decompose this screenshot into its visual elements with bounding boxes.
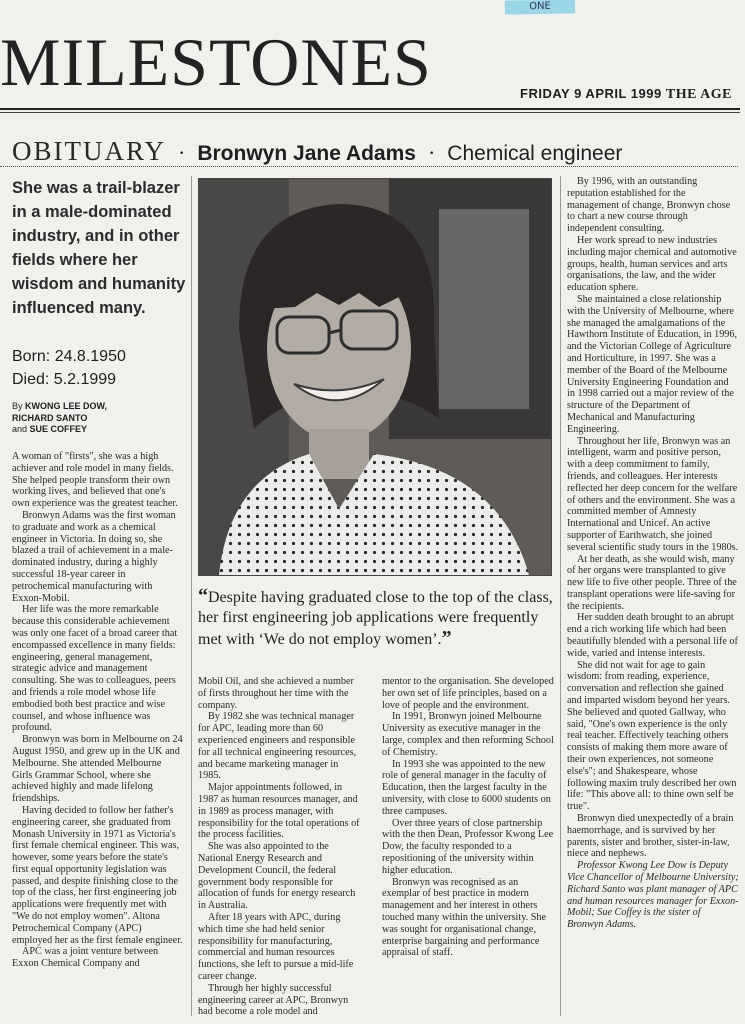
- paragraph: Her life was the more remarkable because this considerable achievement was only one facet of a broad career that encompassed excellence in many fields: engineering, general management, strategic advice and management consulting. She was to colleagues, peers and friends a role model whose life embodied both best practice and wise counsel, and whose influence was profound.: [12, 604, 178, 734]
- paragraph: Bronwyn Adams was the first woman to graduate and work as a chemical engineer in Victoria. In doing so, she blazed a trail of achievement in a male-dominated industry, during a highly successful 18-year career in petrochemical manufacturing with Exxon-Mobil.: [12, 509, 176, 604]
- paragraph: Through her highly successful engineering career at APC, Bronwyn had become a role model and: [198, 982, 349, 1018]
- paragraph: In 1991, Bronwyn joined Melbourne University as executive manager in the large, complex and then reforming School of Chemistry.: [382, 711, 554, 758]
- article-column-4: [567, 176, 739, 931]
- byline: [12, 401, 192, 436]
- byline-author: RICHARD SANTO: [12, 412, 88, 423]
- life-dates: [12, 345, 126, 391]
- author-credits: Professor Kwong Lee Dow is Deputy Vice Chancellor of Melbourne University; Richard Santo was plant manager of APC and human resources manager for Exxon-Mobil; Sue Coffey is the sister of Bronwyn Adams.: [567, 860, 739, 931]
- paragraph: She maintained a close relationship with the University of Melbourne, where she managed the amalgamations of the Hawthorn Institute of Education, in 1996, and the Victorian College of Agriculture and Horticulture, in 1997. She was a member of the Board of the Melbourne University Engineering Foundation and in 1998 carried out a major review of the structure of the Department of Mechanical and Manufacturing Engineering.: [567, 293, 738, 435]
- heading-separator: ·: [427, 140, 436, 165]
- byline-author: KWONG LEE DOW,: [25, 401, 108, 411]
- article-column-3: [382, 676, 554, 959]
- paragraph: APC was a joint venture between Exxon Chemical Company and: [12, 946, 159, 970]
- paragraph: Throughout her life, Bronwyn was an intelligent, warm and positive person, with a deep commitment to family, friends, and colleagues. Her interests reflected her deep concern for the welfare of others and the environment. She was a committed member of Amnesty International and Unicef. An active supporter of Earthwatch, she joined several scientific study tours in the 1980s.: [567, 435, 739, 553]
- handwritten-tab: ONE: [505, 0, 575, 15]
- byline-author: SUE COFFEY: [29, 424, 88, 434]
- paragraph: Bronwyn was born in Melbourne on 24 August 1950, and grew up in the UK and Melbourne. She attended Melbourne Girls Grammar School, where she achieved highly and made lifelong friendships.: [12, 734, 183, 805]
- paragraph: In 1993 she was appointed to the new role of general manager in the faculty of Education, then the largest faculty in the university, with close to 6000 students on three campuses.: [382, 758, 551, 817]
- portrait-photo-icon: [199, 179, 551, 575]
- paragraph: Mobil Oil, and she achieved a number of firsts throughout her time with the company.: [198, 676, 354, 711]
- paper-name: THE AGE: [665, 87, 732, 102]
- column-divider: [560, 176, 561, 1016]
- paragraph: She did not wait for age to gain wisdom: from reading, experience, conversation and reflection she gained and imparted wisdom beyond her years. She believed and quoted Gallway, who said, "One's own experience is the only real teacher. Effectively teaching others consists of making them more aware of their own experiences, not someone else's"; and Shakespeare, whose following maxim truly described her own life: "This above all: to thine own self be true".: [567, 659, 737, 813]
- heading-rule: [0, 166, 738, 167]
- close-quote: ”: [441, 627, 452, 649]
- column-divider: [191, 176, 192, 1016]
- paragraph: A woman of "firsts", she was a high achiever and role model in many fields. She helped people transform their own working lives, and believed that one's own experience was the greatest teacher.: [12, 451, 178, 510]
- pull-quote: [198, 586, 558, 650]
- portrait-photo: [198, 178, 552, 576]
- section-label: OBITUARY: [12, 136, 167, 166]
- paragraph: mentor to the organisation. She developed her own set of life principles, based on a love of people and the environment.: [382, 676, 554, 711]
- died-date: Died: 5.2.1999: [12, 371, 117, 388]
- born-date: Born: 24.8.1950: [12, 348, 126, 365]
- issue-date: FRIDAY 9 APRIL 1999: [520, 86, 662, 101]
- paragraph: She was also appointed to the National Energy Research and Development Council, the federal government body responsible for allocation of funds for energy research in Australia.: [198, 841, 356, 912]
- heading-separator: ·: [178, 140, 186, 165]
- open-quote: “: [198, 585, 208, 607]
- masthead-rule: [0, 108, 740, 110]
- paragraph: At her death, as she would wish, many of her organs were transplanted to give new life to five other people. Three of the transplant operations were life-saving for the recipients.: [567, 553, 737, 612]
- paragraph: Bronwyn was recognised as an exemplar of best practice in modern management and her interest in others touched many within the university. She was sought for organisational change, enterprise bargaining and performance appraisal of staff.: [382, 876, 547, 959]
- byline-by: By: [12, 401, 23, 411]
- paragraph: After 18 years with APC, during which time she had held senior responsibility for manufacturing, commercial and human resources functions, she left to pursue a mid-life career change.: [198, 911, 354, 982]
- byline-and: and: [12, 424, 28, 434]
- paragraph: Her sudden death brought to an abrupt end a rich working life which had been beautifully blended with a personal life of wide, varied and intense interests.: [567, 612, 738, 659]
- obituary-heading: [12, 136, 622, 167]
- paragraph: By 1996, with an outstanding reputation established for the management of change, Bronwyn chose to chart a new course through independent consulting.: [567, 176, 731, 235]
- paragraph: Over three years of close partnership with the then Dean, Professor Kwong Lee Dow, the faculty responded to a repositioning of the university within higher education.: [382, 817, 554, 876]
- article-column-1: [12, 451, 184, 970]
- article-column-2: [198, 676, 363, 1018]
- lead-paragraph: She was a trail-blazer in a male-dominated industry, and in other fields where her wisdom and humanity influenced many.: [12, 179, 186, 317]
- paragraph: Major appointments followed, in 1987 as human resources manager, and in 1989 as process manager, with responsibility for the total operations of the process facilities.: [198, 782, 360, 841]
- paragraph: By 1982 she was technical manager for APC, leading more than 60 experienced engineers and responsible for all technical engineering resources, and became marketing manager in 1985.: [198, 711, 357, 782]
- paragraph: Having decided to follow her father's engineering career, she graduated from Monash University in 1971 as Victoria's first female chemical engineer. This was, however, some years before the state's first equal opportunity legislation was passed, and despite finishing close to the top of the class, her first engineering job applications were frequently met with "We do not employ women". Altona Petrochemical Company (APC) employed her as the first female engineer.: [12, 804, 183, 946]
- masthead: MILESTONES: [0, 24, 432, 100]
- paragraph: Bronwyn died unexpectedly of a brain haemorrhage, and is survived by her parents, sister and brother, sister-in-law, niece and nephews.: [567, 813, 734, 860]
- paragraph: Her work spread to new industries including major chemical and automotive groups, health, human services and arts organisations, the law, and the wider education sphere.: [567, 234, 737, 294]
- masthead-rule-thin: [0, 112, 740, 113]
- pull-quote-text: Despite having graduated close to the top of the class, her first engineering job applications were frequently met with ‘We do not employ women’.: [198, 589, 553, 648]
- subject-name: Bronwyn Jane Adams: [197, 142, 416, 165]
- subject-role: Chemical engineer: [447, 142, 623, 165]
- dateline: [520, 86, 732, 103]
